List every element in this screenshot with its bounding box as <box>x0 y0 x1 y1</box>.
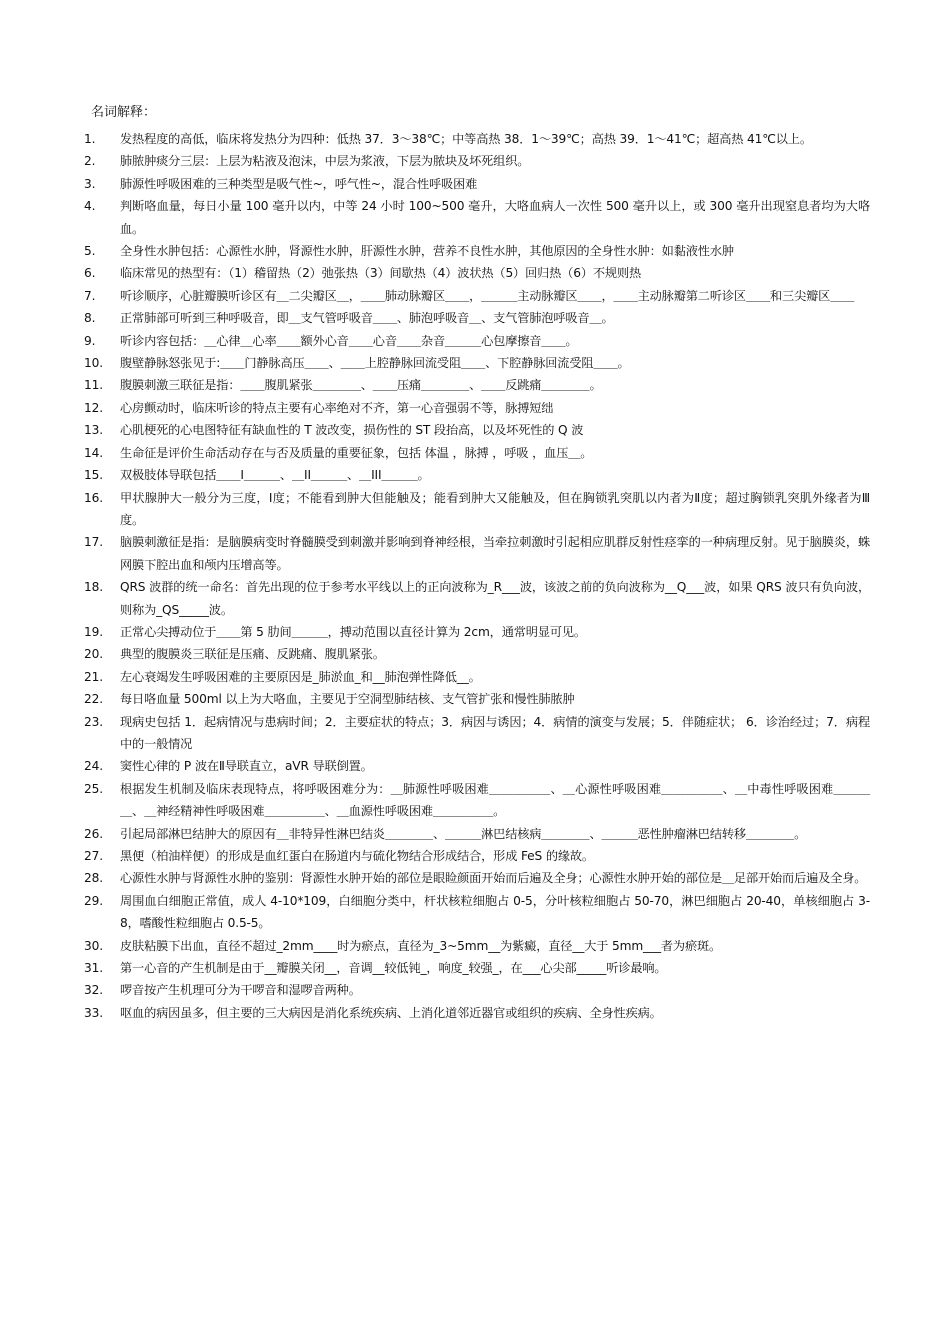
item-number: 6. <box>84 266 96 281</box>
list-item <box>84 979 870 1001</box>
item-number: 32. <box>84 983 103 998</box>
list-item <box>84 352 870 374</box>
item-text: 心房颤动时，临床听诊的特点主要有心率绝对不齐，第一心音强弱不等，脉搏短绌 <box>120 400 554 415</box>
item-text: 第一心音的产生机制是由于__瓣膜关闭__，音调__较低钝_，响度_较强_，在___心尖部_____听诊最响。 <box>120 961 667 976</box>
list-item <box>84 150 870 172</box>
list-item <box>84 621 870 643</box>
list-item <box>84 285 870 307</box>
item-number: 19. <box>84 624 103 639</box>
item-number: 16. <box>84 490 103 505</box>
list-item <box>84 531 870 576</box>
list-item <box>84 128 870 150</box>
item-number: 24. <box>84 759 103 774</box>
item-number: 27. <box>84 849 103 863</box>
list-item <box>84 867 870 889</box>
item-text: 肺脓肿痰分三层：上层为粘液及泡沫，中层为浆液，下层为脓块及坏死组织。 <box>120 154 530 169</box>
question-list <box>84 128 870 1024</box>
item-text: 窦性心律的 P 波在Ⅱ导联直立，aVR 导联倒置。 <box>120 759 373 774</box>
item-number: 15. <box>84 468 103 483</box>
list-item <box>84 711 870 756</box>
list-item <box>84 195 870 240</box>
item-number: 22. <box>84 692 103 707</box>
item-text: 皮肤粘膜下出血，直径不超过_2mm____时为瘀点，直径为_3~5mm__为紫癜，直径__大于 5mm___者为瘀斑。 <box>120 938 722 953</box>
item-number: 14. <box>84 445 103 460</box>
item-text: 典型的腹膜炎三联征是压痛、反跳痛、腹肌紧张。 <box>120 647 385 662</box>
item-number: 25. <box>84 781 103 796</box>
item-text: 听诊内容包括：＿心律＿心率＿＿额外心音＿＿心音＿＿杂音＿＿＿心包摩擦音＿＿。 <box>120 333 578 348</box>
item-text: 心源性水肿与肾源性水肿的鉴别：肾源性水肿开始的部位是眼睑颜面开始而后遍及全身；心源性水肿开始的部位是＿足部开始而后遍及全身。 <box>120 871 867 886</box>
list-item <box>84 845 870 867</box>
item-text: 黑便（柏油样便）的形成是血红蛋白在肠道内与硫化物结合形成结合，形成 FeS 的缘故。 <box>120 849 594 863</box>
item-number: 21. <box>84 669 103 684</box>
list-item <box>84 778 870 823</box>
item-number: 13. <box>84 423 103 438</box>
list-item <box>84 487 870 532</box>
list-item <box>84 755 870 777</box>
list-item <box>84 262 870 284</box>
list-item <box>84 173 870 195</box>
item-text: 判断咯血量，每日小量 100 毫升以内，中等 24 小时 100~500 毫升，大咯血病人一次性 500 毫升以上，或 300 毫升出现窒息者均为大咯血。 <box>120 199 870 236</box>
item-text: QRS 波群的统一命名：首先出现的位于参考水平线以上的正向波称为_R___波，该波之前的负向波称为__Q___波，如果 QRS 波只有负向波，则称为_QS_____波。 <box>120 580 870 617</box>
item-text: 左心衰竭发生呼吸困难的主要原因是_肺淤血_和__肺泡弹性降低__。 <box>120 669 481 684</box>
item-text: 正常肺部可听到三种呼吸音，即＿支气管呼吸音＿＿、肺泡呼吸音＿、支气管肺泡呼吸音＿。 <box>120 311 614 326</box>
list-item <box>84 1002 870 1024</box>
item-text: 根据发生机制及临床表现特点，将呼吸困难分为：＿肺源性呼吸困难＿＿＿＿＿、＿心源性呼吸困难＿＿＿＿＿、＿中毒性呼吸困难＿＿＿＿、＿神经精神性呼吸困难＿＿＿＿＿、＿血源性呼吸困难＿＿＿＿＿。 <box>120 781 870 819</box>
item-number: 17. <box>84 535 103 550</box>
list-item <box>84 464 870 486</box>
item-number: 11. <box>84 378 103 393</box>
section-heading: 名词解释： <box>91 105 157 120</box>
item-text: 引起局部淋巴结肿大的原因有＿非特异性淋巴结炎＿＿＿＿、＿＿＿淋巴结核病＿＿＿＿、＿＿＿恶性肿瘤淋巴结转移＿＿＿＿。 <box>120 826 807 841</box>
list-item <box>84 688 870 710</box>
item-number: 12. <box>84 400 103 415</box>
item-text: 心肌梗死的心电图特征有缺血性的 T 波改变，损伤性的 ST 段抬高，以及坏死性的 Q 波 <box>120 423 584 438</box>
item-number: 30. <box>84 938 103 953</box>
list-item <box>84 935 870 957</box>
item-number: 20. <box>84 647 103 662</box>
list-item <box>84 330 870 352</box>
item-text: 发热程度的高低，临床将发热分为四种：低热 37．3～38℃；中等高热 38．1～39℃；高热 39．1～41℃；超高热 41℃以上。 <box>120 132 812 146</box>
list-item <box>84 307 870 329</box>
item-number: 33. <box>84 1005 103 1020</box>
item-text: 啰音按产生机理可分为干啰音和湿啰音两种。 <box>120 983 361 998</box>
item-text: 临床常见的热型有：（1）稽留热（2）弛张热（3）间歇热（4）波状热（5）回归热（6）不规则热 <box>120 266 642 281</box>
item-number: 29. <box>84 893 103 908</box>
item-text: 正常心尖搏动位于＿＿第 5 肋间＿＿＿，搏动范围以直径计算为 2cm，通常明显可见。 <box>120 624 586 639</box>
item-text: 腹膜刺激三联征是指：＿＿腹肌紧张＿＿＿＿、＿＿压痛＿＿＿＿、＿＿反跳痛＿＿＿＿。 <box>120 378 602 393</box>
item-number: 7. <box>84 288 96 303</box>
item-text: 肺源性呼吸困难的三种类型是吸气性~，呼气性~，混合性呼吸困难 <box>120 176 478 191</box>
item-number: 10. <box>84 356 103 371</box>
item-text: 每日咯血量 500ml 以上为大咯血，主要见于空洞型肺结核、支气管扩张和慢性肺脓肿 <box>120 692 575 707</box>
item-text: 呕血的病因虽多，但主要的三大病因是消化系统疾病、上消化道邻近器官或组织的疾病、全身性疾病。 <box>120 1005 662 1020</box>
list-item <box>84 374 870 396</box>
item-text: 腹壁静脉怒张见于:＿＿门静脉高压＿＿、＿＿上腔静脉回流受阻＿＿、下腔静脉回流受阻＿＿。 <box>120 356 630 371</box>
item-number: 28. <box>84 871 103 886</box>
list-item <box>84 890 870 935</box>
list-item <box>84 576 870 621</box>
item-number: 2. <box>84 154 96 169</box>
list-item <box>84 240 870 262</box>
item-number: 9. <box>84 333 96 348</box>
item-text: 现病史包括 1．起病情况与患病时间；2．主要症状的特点；3．病因与诱因；4．病情的演变与发展；5．伴随症状； 6．诊治经过；7．病程中的一般情况 <box>120 714 870 751</box>
item-text: 脑膜刺激征是指：是脑膜病变时脊髓膜受到刺激并影响到脊神经根，当牵拉刺激时引起相应肌群反射性痉挛的一种病理反射。见于脑膜炎，蛛网膜下腔出血和颅内压增高等。 <box>120 535 870 572</box>
item-text: 生命征是评价生命活动存在与否及质量的重要征象，包括 体温 ，脉搏 ，呼吸 ，血压＿。 <box>120 445 593 460</box>
item-number: 3. <box>84 176 96 191</box>
list-item <box>84 419 870 441</box>
item-number: 23. <box>84 714 103 729</box>
list-item <box>84 397 870 419</box>
list-item <box>84 643 870 665</box>
list-item <box>84 957 870 979</box>
list-item <box>84 666 870 688</box>
list-item <box>84 823 870 845</box>
list-item <box>84 442 870 464</box>
item-number: 1. <box>84 132 96 146</box>
item-text: 听诊顺序，心脏瓣膜听诊区有＿二尖瓣区＿，＿＿肺动脉瓣区＿＿，＿＿＿主动脉瓣区＿＿，＿＿主动脉瓣第二听诊区＿＿和三尖瓣区＿＿ <box>120 288 855 303</box>
item-text: 周围血白细胞正常值，成人 4-10*109，白细胞分类中，杆状核粒细胞占 0-5，分叶核粒细胞占 50-70，淋巴细胞占 20-40，单核细胞占 3-8，嗜酸性粒细胞占 0.5-5。 <box>120 893 870 931</box>
item-number: 31. <box>84 961 103 976</box>
item-number: 8. <box>84 311 96 326</box>
item-text: 双极肢体导联包括＿＿I＿＿＿、＿II＿＿＿、＿III＿＿＿。 <box>120 468 430 483</box>
item-number: 26. <box>84 826 103 841</box>
item-text: 全身性水肿包括：心源性水肿，肾源性水肿，肝源性水肿，营养不良性水肿，其他原因的全身性水肿：如黏液性水肿 <box>120 244 734 259</box>
item-number: 4. <box>84 199 96 214</box>
item-number: 5. <box>84 244 96 259</box>
item-text: 甲状腺肿大一般分为三度，Ⅰ度；不能看到肿大但能触及；能看到肿大又能触及，但在胸锁乳突肌以内者为Ⅱ度；超过胸锁乳突肌外缘者为Ⅲ度。 <box>120 490 870 527</box>
item-number: 18. <box>84 580 103 595</box>
